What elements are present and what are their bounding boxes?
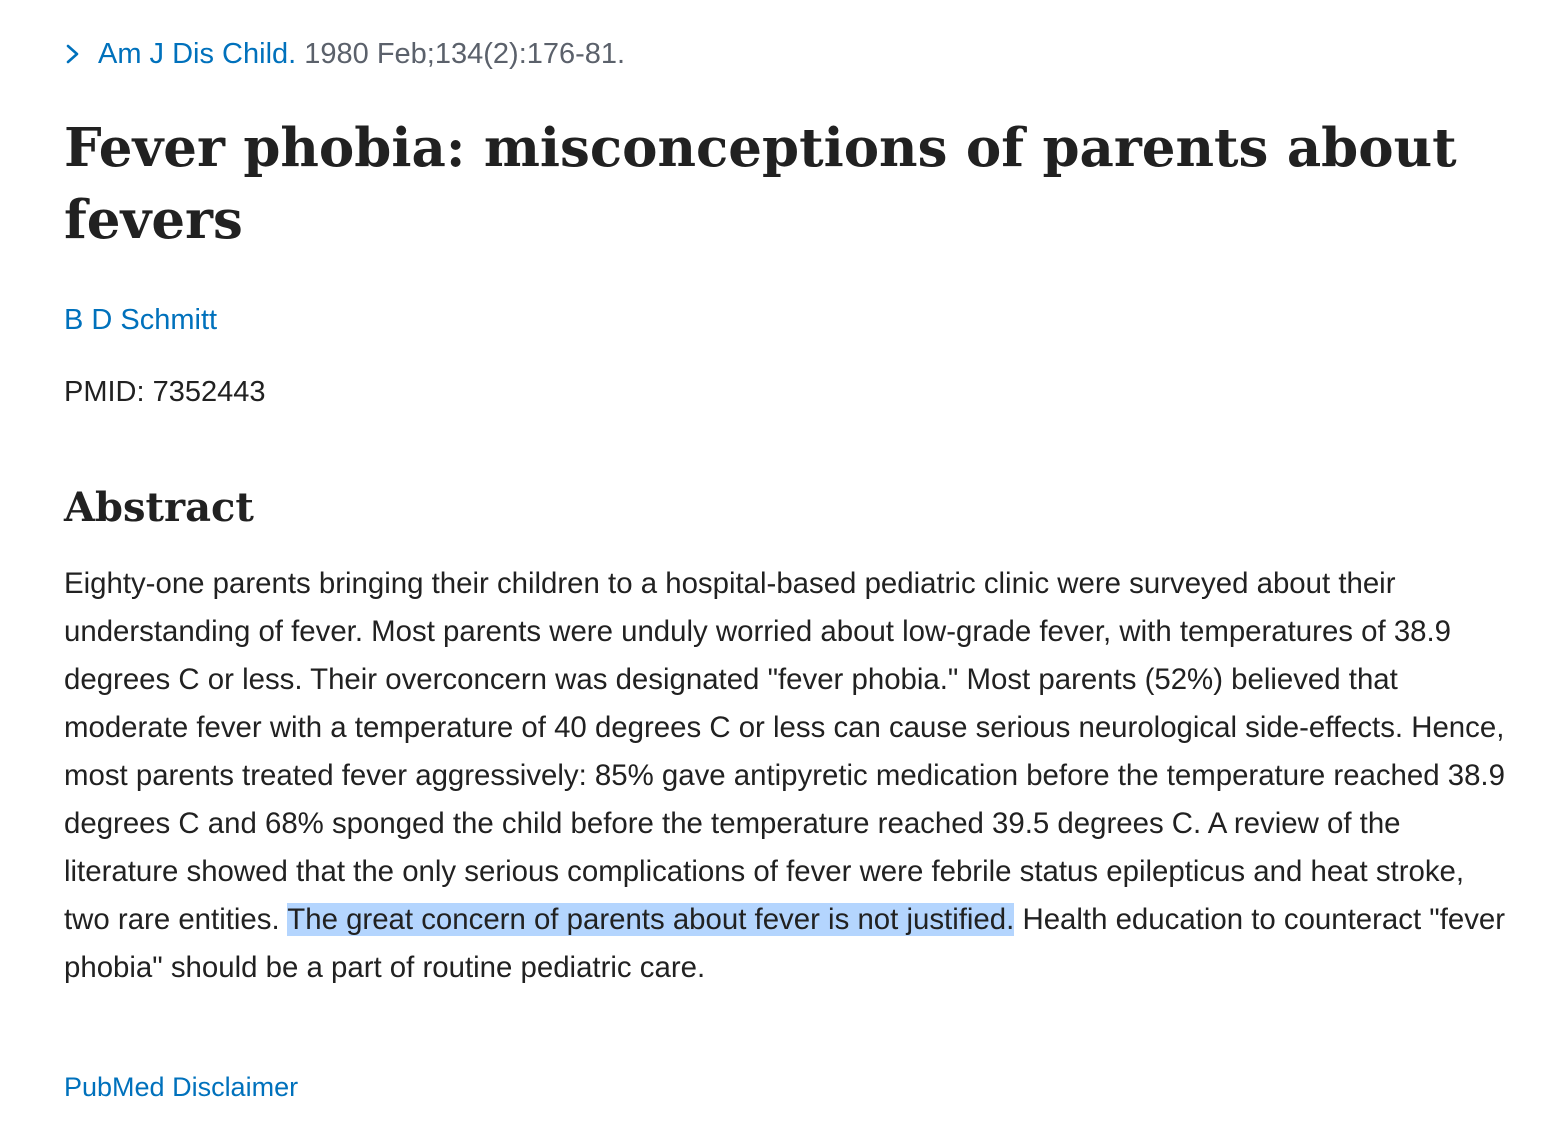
chevron-right-icon[interactable] xyxy=(64,34,88,74)
selected-text: The great concern of parents about fever is not justified. xyxy=(287,903,1015,936)
abstract-heading: Abstract xyxy=(64,484,254,531)
citation-date: 1980 Feb;134(2):176-81. xyxy=(304,38,626,70)
article-title: Fever phobia: misconceptions of parents about fevers xyxy=(64,117,1457,251)
journal-link[interactable]: Am J Dis Child. xyxy=(98,38,297,70)
abstract-text xyxy=(64,560,1514,992)
abstract-text-part: Eighty-one parents bringing their children to a hospital-based pediatric clinic were surveyed about their understanding of fever. Most parents were unduly worried about low-grade fever, with temperatures of 38.9 degrees C or less. Their overconcern was designated "fever phobia." Most parents (52%) believed that moderate fever with a temperature of 40 degrees C or less can cause serious neurological side-effects. Hence, most parents treated fever aggressively: 85% gave antipyretic medication before the temperature reached 38.9 degrees C and 68% sponged the child before the temperature reached 39.5 degrees C. A review of the literature showed that the only serious complications of fever were febrile status epilepticus and heat stroke, two rare entities. xyxy=(64,567,1505,936)
pmid: PMID: 7352443 xyxy=(64,376,266,408)
citation-line xyxy=(64,34,625,74)
author-link[interactable]: B D Schmitt xyxy=(64,304,218,336)
abstract-text-part: Health education to counteract "fever phobia" should be a part of routine pediatric care. xyxy=(64,903,1506,984)
pubmed-disclaimer-link[interactable]: PubMed Disclaimer xyxy=(64,1072,299,1102)
